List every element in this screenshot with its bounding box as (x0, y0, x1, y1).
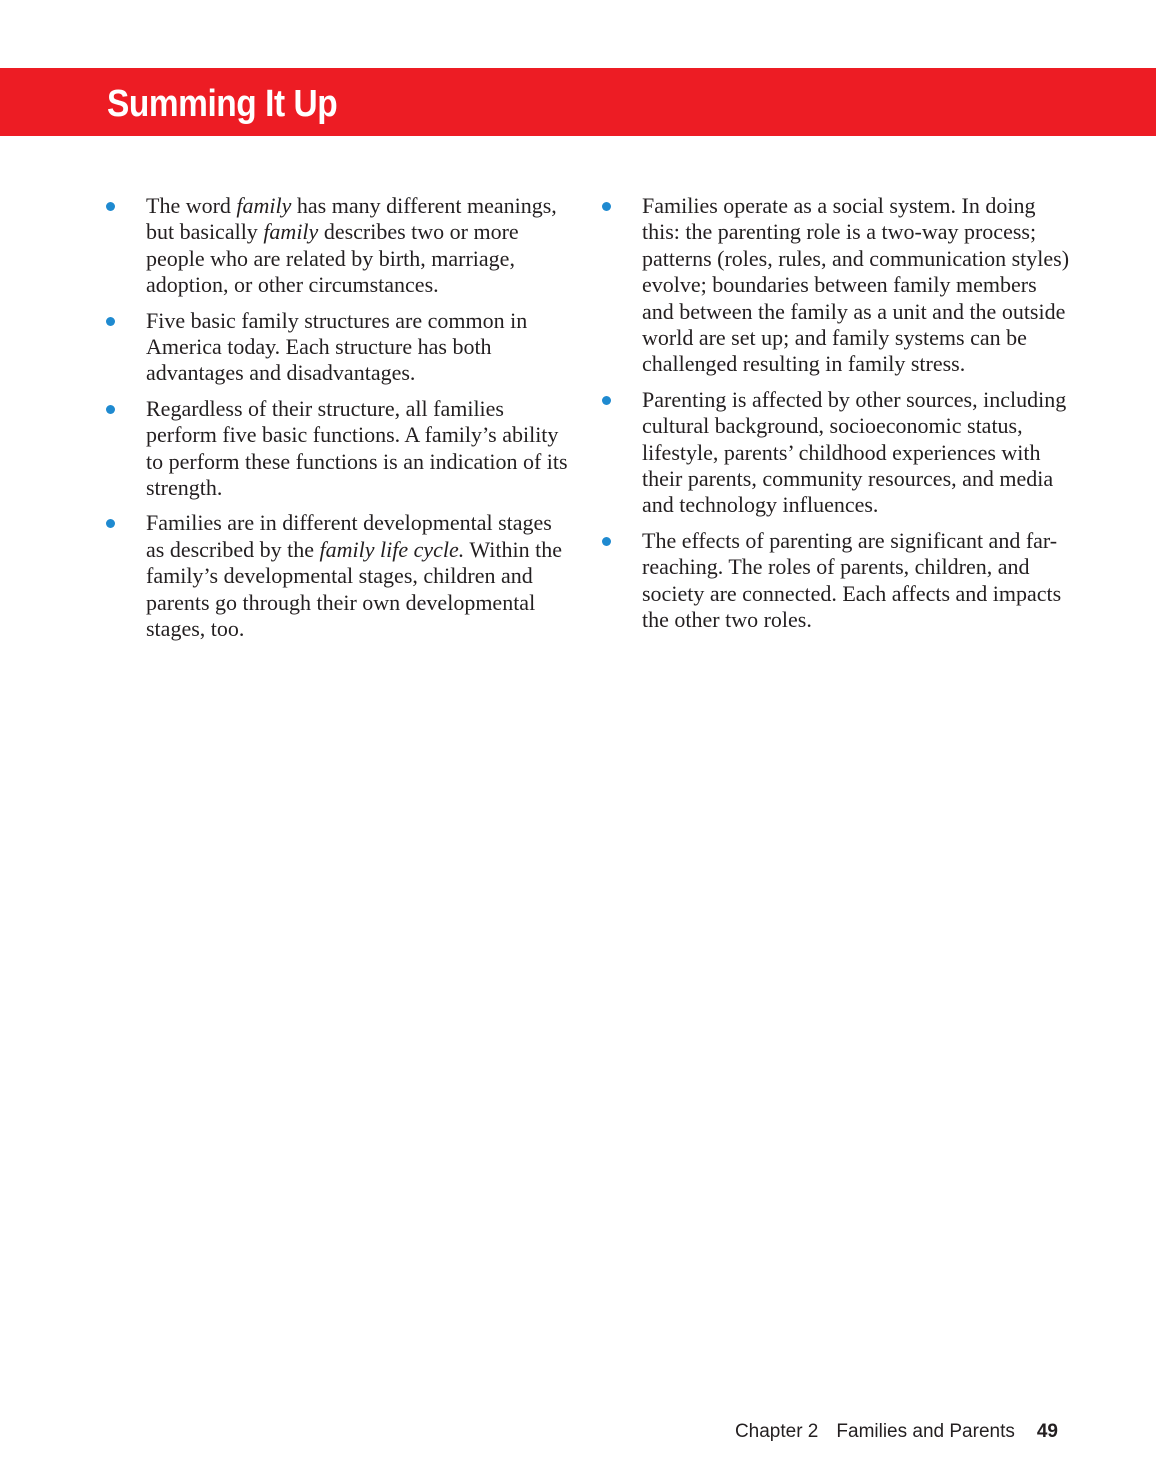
bullet-text: The effects of parenting are significant and far-reaching. The roles of parents, children, and society are connected. Each affects and impacts the other two roles. (642, 527, 1062, 633)
footer-chapter-title: Families and Parents (836, 1421, 1015, 1442)
bullet-text: Five basic family structures are common in America today. Each structure has both advantages and disadvantages. (146, 307, 528, 386)
bullet-text: Regardless of their structure, all families perform five basic functions. A family’s ability to perform these functions is an indication of its strength. (146, 395, 568, 501)
summary-bullet (106, 308, 568, 387)
summary-bullet (106, 193, 568, 299)
summary-column-left (106, 193, 568, 652)
bullet-emphasis: family (236, 193, 292, 218)
bullet-text: has many different meanings, but basically (146, 193, 557, 245)
bullet-text: Families are in different developmental stages as described by the (146, 510, 552, 562)
bullet-dot-icon (106, 519, 115, 528)
summary-bullet (106, 510, 568, 642)
bullet-dot-icon (106, 405, 115, 414)
summary-column-right (602, 193, 1072, 643)
bullet-dot-icon (106, 317, 115, 326)
bullet-text: Within the family’s developmental stages, children and parents go through their own developmental stages, too. (146, 536, 562, 642)
summary-bullet (602, 193, 1072, 378)
page-footer (735, 1420, 1058, 1444)
bullet-dot-icon (106, 202, 115, 211)
page-number: 49 (1036, 1421, 1058, 1442)
bullet-text: Parenting is affected by other sources, including cultural background, socioeconomic status, lifestyle, parents’ childhood experiences with their parents, community resources, and media and technology influences. (642, 386, 1067, 518)
bullet-text: describes two or more people who are related by birth, marriage, adoption, or other circumstances. (146, 219, 519, 298)
footer-chapter: Chapter 2 (734, 1421, 819, 1442)
bullet-text: The word (146, 193, 237, 218)
summary-bullet (106, 396, 568, 502)
bullet-dot-icon (602, 202, 611, 211)
bullet-text: Families operate as a social system. In doing this: the parenting role is a two-way process; patterns (roles, rules, and communication styles) evolve; boundaries between family members and between the family as a unit and the outside world are set up; and family systems can be challenged resulting in family stress. (642, 193, 1070, 377)
bullet-dot-icon (602, 537, 611, 546)
section-title: Summing It Up (107, 83, 338, 125)
summary-bullet (602, 387, 1072, 519)
summary-bullet (602, 528, 1072, 634)
bullet-emphasis: family (263, 219, 319, 245)
bullet-emphasis: family life cycle. (319, 536, 465, 562)
bullet-dot-icon (602, 396, 611, 405)
